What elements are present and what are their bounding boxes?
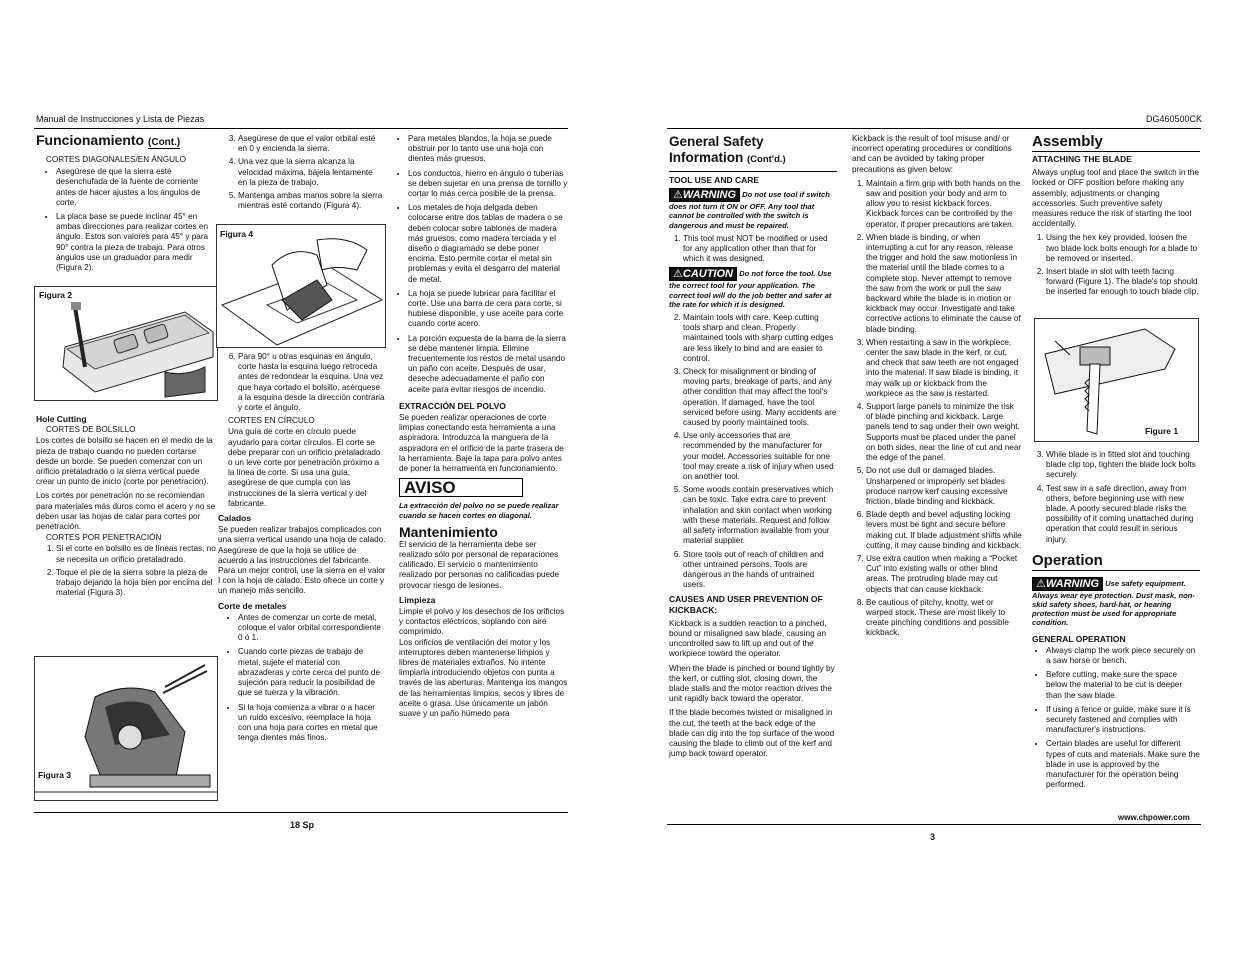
- list-item: • La placa base se puede inclinar 45° en ambas direcciones para realizar cortes en ángulo. Estos son valores para 45° y para 90° contra la pieza de trabajo. Para otros ángulos use un graduador para medir (Figura 2).: [56, 212, 216, 273]
- list-item: 4. Test saw in a safe direction, away from others, before beginning use with new blade. A poorly secured blade risks the possibility of it coming unattached during operation that could result in serious injury.: [1046, 484, 1200, 545]
- caution-badge: ⚠CAUTION: [669, 267, 737, 281]
- footer-rule-right: [667, 824, 1201, 825]
- metales-bullet-list-cont: [392, 134, 568, 395]
- paragraph-bolsillo-1: Los cortes de bolsillo se hacen en el medio de la pieza de trabajo cuando no pueden cortarse desde un borde. Se pueden comenzar con un orificio pretaladrado o la sierra vertical puede crear un punto de inicio (corte por penetración).: [36, 436, 213, 487]
- list-item: • Los metales de hoja delgada deben colocarse entre dos tablas de madera o se deben colocar sobre tablones de madera más gruesos, como madera terciada y el diseño o diagramado se debe poner encima. Esto permite cortar el metal sin problemas y evita el desgarro del material de metal.: [408, 203, 568, 285]
- subheading-general-operation: GENERAL OPERATION: [1032, 633, 1126, 644]
- paragraph-circulo: Una guía de corte en círculo puede ayudarlo para cortar círculos. El corte se debe preparar con un orificio pretaladrado o un leve corte por penetración próximo a la línea de corte. Si usa una guía, asegúrese de que cumpla con las instrucciones de la sierra vertical y del fabricante.: [228, 427, 381, 508]
- warning-badge: ⚠WARNING: [669, 188, 740, 202]
- subheading-limpieza: Limpieza: [399, 594, 436, 605]
- list-item: • Always clamp the work piece securely on a saw horse or bench.: [1046, 646, 1200, 666]
- right-column-1: [669, 134, 837, 763]
- list-item: 3. When restarting a saw in the workpiece, center the saw blade in the kerf, or cut, and check that saw teeth are not engaged into the material. If saw blade is binding, it may walk up or kickback from the workpiece as the saw is restarted.: [866, 338, 1022, 399]
- list-item: • Para metales blandos, la hoja se puede obstruir por lo tanto use una hoja con dientes más gruesos.: [408, 134, 568, 165]
- aviso-badge: AVISO: [399, 478, 523, 497]
- tool-use-list-2: [669, 313, 837, 590]
- subheading-extraccion-polvo: EXTRACCIÓN DEL POLVO: [399, 400, 506, 411]
- warning-triangle-icon: ⚠: [1036, 577, 1046, 590]
- general-operation-list: [1032, 646, 1200, 791]
- list-item: 6. Store tools out of reach of children and other untrained persons. Tools are dangerous in the hands of untrained users.: [683, 550, 837, 591]
- list-item: 2. When blade is binding, or when interrupting a cut for any reason, release the trigger and hold the saw motionless in the material until the blade comes to a complete stop. Never attempt to remove the saw from the work or pull the saw backward while the blade is in motion or kickback may occur. Investigate and take corrective actions to eliminate the cause of blade binding.: [866, 233, 1022, 335]
- tool-use-list-1: [669, 234, 837, 265]
- footer-page-number-right: 3: [930, 832, 936, 842]
- section-title-operation: Operation: [1032, 551, 1103, 569]
- figure-1-label: Figure 1: [1145, 426, 1179, 436]
- section-title-mantenimiento: Mantenimiento: [399, 523, 498, 540]
- list-item: 8. Be cautious of pitchy, knotty, wet or warped stock. These are most likely to create pinching conditions and possible kickback.: [866, 598, 1022, 639]
- attach-steps-list-2: [1032, 450, 1200, 545]
- list-item: 3. Asegúrese de que el valor orbital esté en 0 y encienda la sierra.: [238, 134, 384, 154]
- footer-url: www.chpower.com: [1118, 813, 1190, 822]
- penetracion-list: [36, 544, 216, 598]
- header-model-number: DG460500CK: [1146, 114, 1203, 124]
- subheading-cortes-diagonales: CORTES DIAGONALES/EN ÁNGULO: [46, 155, 186, 164]
- figure-2-label: Figura 2: [39, 290, 73, 300]
- list-item: 5. Mantenga ambas manos sobre la sierra mientras esté cortando (Figura 4).: [238, 191, 384, 211]
- list-item: • La porción expuesta de la barra de la sierra se debe mantener limpia. Elimine frecuentemente los restos de metal usando un paño con aceite. Después de usar, deseche adecuadamente el paño con aceite para evitar riesgos de incendio.: [408, 334, 568, 395]
- list-item: 2. Toque el pie de la sierra sobre la pieza de trabajo dejando la hoja bien por encima del material (Figura 3).: [56, 568, 216, 599]
- attach-steps-list: [1032, 233, 1200, 297]
- section-title-assembly: Assembly: [1032, 133, 1103, 150]
- figure-3-label: Figura 3: [38, 770, 72, 780]
- list-item: 4. Una vez que la sierra alcanza la velocidad máxima, bájela lentamente en la pieza de trabajo.: [238, 157, 384, 188]
- subheading-calados: Calados: [218, 513, 252, 524]
- list-item: 1. This tool must NOT be modified or used for any application other than that for which it was designed.: [683, 234, 837, 265]
- list-item: • Asegúrese de que la sierra esté desenchufada de la fuente de corriente antes de hacer ajustes a los ángulos de corte.: [56, 167, 216, 208]
- list-item: 2. Maintain tools with care. Keep cutting tools sharp and clean. Properly maintained tools with sharp cutting edges are less likely to bind and are easier to control.: [683, 313, 837, 364]
- warning-badge: ⚠WARNING: [1032, 577, 1103, 591]
- paragraph-limpieza-1: Limpie el polvo y los desechos de los orificios y contactos eléctricos, soplando con aire comprimido.: [399, 606, 565, 637]
- list-item: 2. Insert blade in slot with teeth facing forward (Figure 1). The blade's top should be inserted far enough to touch blade clip.: [1046, 267, 1200, 298]
- subheading-hole-cutting: Hole Cutting: [36, 414, 87, 424]
- footer-page-number-left: 18 Sp: [290, 820, 315, 830]
- list-item: 3. While blade is in fitted slot and touching blade clip top, tighten the blade lock bolts securely.: [1046, 450, 1200, 481]
- steps-list-top: [214, 134, 384, 211]
- title-underline: [1032, 151, 1200, 152]
- left-column-3: [392, 134, 568, 723]
- list-item: • Cuando corte piezas de trabajo de metal, sujete el material con abrazaderas y corte cerca del punto de sujeción para reducir la posibilidad de que se tuerza y la vibración.: [238, 647, 386, 698]
- paragraph-kickback-intro: Kickback is the result of tool misuse and/ or incorrect operating procedures or conditions and can be avoided by taking proper precautions as given below:: [852, 134, 1012, 174]
- figure-1-blade-insert-illustration: [1035, 319, 1198, 441]
- figure-4-box: [216, 224, 386, 348]
- left-column-2b: [214, 352, 386, 747]
- figure-2-box: [34, 286, 218, 401]
- subheading-cortes-circulo: CORTES EN CÍRCULO: [228, 416, 315, 426]
- header-rule-right: [667, 128, 1201, 129]
- left-column-2: [214, 134, 384, 214]
- caution-block-force: ⚠CAUTION Do not force the tool. Use the correct tool for your application. The correct tool will do the job better and safer at the rate for which it is designed.: [669, 268, 832, 309]
- left-column-1: [36, 132, 216, 277]
- left-column-1b: [36, 414, 216, 601]
- list-item: 1. Using the hex key provided, loosen the two blade lock bolts enough for a blade to be removed or inserted.: [1046, 233, 1200, 264]
- title-underline: [1032, 570, 1200, 571]
- warning-triangle-icon: ⚠: [673, 268, 683, 281]
- list-item: 7. Use extra caution when making a “Pocket Cut” into existing walls or other blind areas. The protruding blade may cut objects that can cause kickback.: [866, 554, 1022, 595]
- section-title-general-safety: General Safety Information (Cont'd.): [669, 134, 786, 165]
- metales-bullet-list: [214, 613, 386, 743]
- steps-list-6: [214, 352, 386, 413]
- figure-4-hands-on-saw-illustration: [217, 225, 385, 347]
- list-item: • Antes de comenzar un corte de metal, coloque el valor orbital correspondiente 0 ó 1.: [238, 613, 386, 644]
- warning-block-switch: ⚠WARNING Do not use tool if switch does not turn it ON or OFF. Any tool that cannot be controlled with the switch is dangerous and must be repaired.: [669, 189, 830, 230]
- list-item: 4. Use only accessories that are recommended by the manufacturer for your model. Accessories suitable for one tool may create a risk of injury when used on another tool.: [683, 431, 837, 482]
- diag-bullet-list: [36, 167, 216, 273]
- paragraph-extraccion-polvo: Se pueden realizar operaciones de corte limpias conectando esta herramienta a una aspiradora. Introduzca la manguera de la aspiradora en el orificio de la parte trasera de la herramienta. Baje la tapa para polvo antes de poner la herramienta en funcionamiento.: [399, 413, 564, 474]
- list-item: 6. Para 90° u otras esquinas en ángulo, corte hasta la esquina luego retroceda antes de redondear la esquina. Una vez que haya cortado el bolsillo, acérquese a la esquina desde la dirección contraria y corte el ángulo.: [238, 352, 386, 413]
- list-item: • Los conductos, hierro en ángulo o tuberías se deben sujetar en una prensa de tornillo y cortar lo más cerca posible de la prensa.: [408, 169, 568, 200]
- list-item: • Before cutting, make sure the space below the material to be cut is deeper than the saw blade.: [1046, 670, 1200, 701]
- list-item: 6. Blade depth and bevel adjusting locking levers must be tight and secure before making cut. If blade adjustment shifts while cutting, it may cause binding and kickback.: [866, 510, 1022, 551]
- figure-3-box: [34, 656, 218, 801]
- paragraph-kickback-2: When the blade is pinched or bound tightly by the kerf, or cutting slot, closing down, the blade stalls and the motor reaction drives the unit rapidly back toward the operator.: [669, 663, 835, 704]
- paragraph-kickback-1: Kickback is a sudden reaction to a pinched, bound or misaligned saw blade, causing an uncontrolled saw to lift up and out of the workpiece toward the operator.: [669, 618, 827, 659]
- figure-1-box: [1034, 318, 1199, 442]
- list-item: 5. Some woods contain preservatives which can be toxic. Take extra care to prevent inhalation and skin contact when working with these materials. Request and follow all safety information available from your material supplier.: [683, 485, 837, 546]
- list-item: 1. Maintain a firm grip with both hands on the saw and position your body and arm to allow you to resist kickback forces. Kickback forces can be controlled by the operator, if proper precautions are taken.: [866, 179, 1022, 230]
- list-item: • Certain blades are useful for different types of cuts and materials. Make sure the blade in use is approved by the manufacturer for the operation being performed.: [1046, 739, 1200, 790]
- list-item: • Si la hoja comienza a vibrar o a hacer un ruido excesivo, reemplace la hoja con una hoja para cortes en metal que tenga dientes más finos.: [238, 703, 386, 744]
- subheading-corte-metales: Corte de metales: [218, 600, 287, 611]
- subheading-kickback-causes: CAUSES AND USER PREVENTION OF KICKBACK:: [669, 594, 823, 615]
- kickback-prevention-list: [852, 179, 1022, 639]
- footer-rule-left: [34, 812, 568, 813]
- warning-block-safety-equipment: ⚠WARNING Use safety equipment. Always wear eye protection. Dust mask, non-skid safety shoes, hard-hat, or hearing protection must be used for appropriate condition.: [1032, 577, 1195, 628]
- right-column-3b: [1032, 450, 1200, 794]
- list-item: • If using a fence or guide, make sure it is securely fastened and complies with manufacturer's instructions.: [1046, 705, 1200, 736]
- header-left-title: Manual de Instrucciones y Lista de Piezas: [36, 114, 205, 124]
- figure-4-label: Figura 4: [220, 229, 254, 239]
- list-item: • La hoja se puede lubricar para facilitar el corte. Use una barra de cera para corte, si hubiese disponible, y use aceite para corte cuando corte acero.: [408, 289, 568, 330]
- right-column-3: [1032, 134, 1200, 301]
- warning-triangle-icon: ⚠: [673, 189, 683, 202]
- list-item: 1. Si el corte en bolsillo es de líneas rectas, no se necesita un orificio pretaladrado.: [56, 544, 216, 564]
- subheading-cortes-penetracion: CORTES POR PENETRACIÓN: [46, 533, 162, 543]
- paragraph-calados: Se pueden realizar trabajos complicados con una sierra vertical usando una hoja de calado. Asegúrese de que la hoja se utilice de acuerdo a las instrucciones del fabricante. Para un mejor control, use la sierra en el valor I con la hoja de calado. Esto ofrece un corte y un manejo más sencillo.: [218, 525, 386, 596]
- subheading-cortes-bolsillo: CORTES DE BOLSILLO: [46, 425, 136, 435]
- header-rule-left: [34, 128, 568, 129]
- right-column-2: [852, 134, 1022, 642]
- list-item: 5. Do not use dull or damaged blades. Unsharpened or improperly set blades produce narrow kerf causing excessive friction, blade binding and kickback.: [866, 466, 1022, 507]
- paragraph-attaching-blade: Always unplug tool and place the switch in the locked or OFF position before making any assembly, adjustments or changing accessories. Such preventive safety measures reduce the risk of starting the tool accidentally.: [1032, 168, 1200, 229]
- title-underline: [669, 171, 837, 172]
- figure-2-baseplate-illustration: [35, 287, 217, 400]
- section-title-funcionamiento: Funcionamiento (Cont.): [36, 132, 181, 148]
- list-item: 3. Check for misalignment or binding of moving parts, breakage of parts, and any other condition that may affect the tool's operation. If damaged, have the tool serviced before using. Many accidents are caused by poorly maintained tools.: [683, 367, 837, 428]
- list-item: 4. Support large panels to minimize the risk of blade pinching and kickback. Large panels tend to sag under their own weight. Supports must be placed under the panel on both sides, near the line of cut and near the edge of the panel.: [866, 402, 1022, 463]
- aviso-text: La extracción del polvo no se puede realizar cuando se hacen cortes en diagonal.: [399, 501, 559, 520]
- paragraph-kickback-3: If the blade becomes twisted or misaligned in the cut, the teeth at the back edge of the blade can dig into the top surface of the wood causing the blade to climb out of the kerf and jump back toward operator.: [669, 708, 835, 759]
- paragraph-limpieza-2: Los orificios de ventilación del motor y los interruptores deben mantenerse limpios y libres de materiales extraños. No intente limpiarla introduciendo objetos con punta a través de las aberturas. Mantenga los mangos de las herramientas limpios, secos y libres de aceite o grasa. Use únicamente un jabón suave y un paño húmedo para: [399, 637, 568, 718]
- paragraph-mantenimiento: El servicio de la herramienta debe ser realizado sólo por personal de reparaciones calificado. El servicio o mantenimiento realizado por personas no calificadas puede provocar riesgo de lesiones.: [399, 539, 560, 590]
- subheading-attaching-blade: ATTACHING THE BLADE: [1032, 154, 1132, 164]
- paragraph-bolsillo-2: Los cortes por penetración no se recomiendan para materiales más duros como el acero y no se deben usar las hojas de calar para cortes por penetración.: [36, 491, 216, 532]
- subheading-tool-use-care: TOOL USE AND CARE: [669, 175, 760, 185]
